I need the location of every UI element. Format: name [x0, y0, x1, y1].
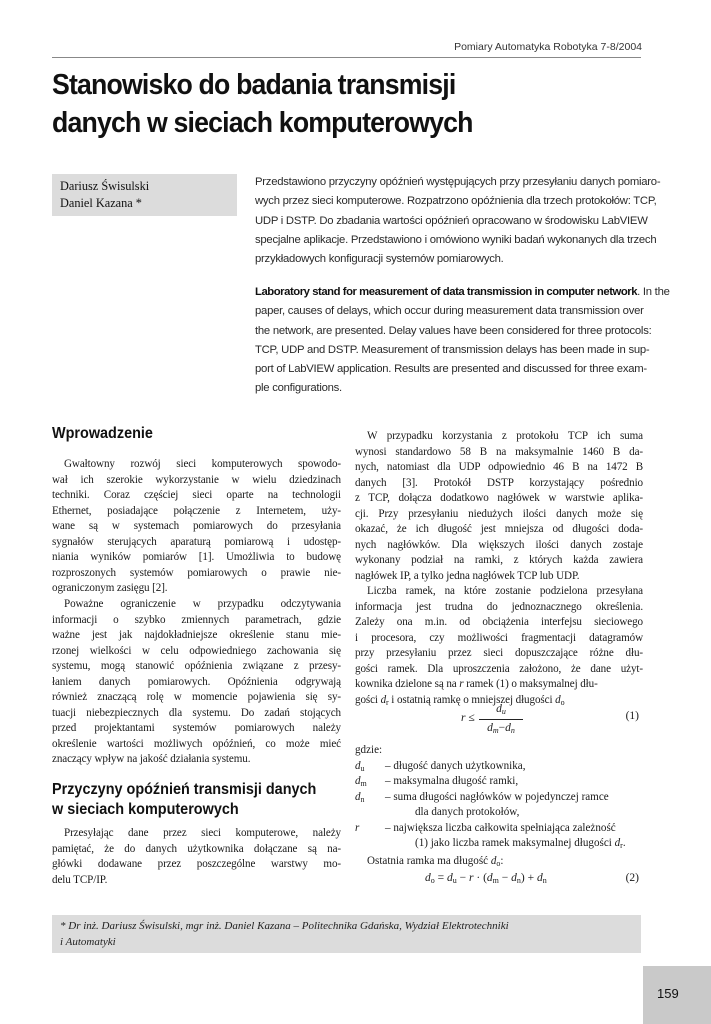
abstract-english	[255, 283, 670, 399]
text-fragment: Ostatnia ramka ma długość	[367, 854, 491, 867]
author-2: Daniel Kazana *	[60, 196, 142, 210]
subscript-o: o	[560, 697, 565, 707]
text-line: gości ramek. Dla uproszczenia założono, że dane użyt-	[355, 662, 643, 675]
abstract-en-line: TCP, UDP and DSTP. Measurement of transmission delays has been made in sup-	[255, 343, 650, 356]
abstract-en-first-line	[255, 283, 670, 302]
text-line: rzonej wielkości w celu odpowiedniego zachowania się	[52, 644, 341, 657]
subscript-r: r	[386, 697, 389, 707]
abstract-en-line: the network, are presented. Delay values have been considered for three protocols:	[255, 324, 652, 337]
abstract-pl-line: specjalne aplikacje. Przedstawiono i omówiono wyniki badań wykonanych dla trzech	[255, 233, 657, 246]
text-line: nych nagłówków. Dla większych ilości danych zostaje	[355, 538, 643, 551]
abstract-en-title: Laboratory stand for measurement of data transmission in computer network	[255, 286, 638, 298]
abstract-pl-line: wych przez sieci komputerowe. Rozpatrzono opóźnienia dla trzech protokołów: TCP,	[255, 195, 657, 208]
footnote-line: * Dr inż. Dariusz Świsulski, mgr inż. Daniel Kazana – Politechnika Gdańska, Wydział Elektrotechniki	[60, 920, 509, 932]
symbol-d: d	[555, 693, 561, 706]
text-line: wykonany podział na ramki, z których każda zawiera	[355, 554, 643, 566]
title-line-1: Stanowisko do badania transmisji	[52, 69, 456, 101]
formula-lhs: r ≤	[461, 712, 475, 724]
def-text-cont: (1) jako liczba ramek maksymalnej długości $d_r$.	[415, 837, 626, 850]
text-line: przy przesyłaniu przez sieci dopuszczające różne dłu-	[355, 647, 643, 659]
text-line: Zależy ona m.in. od obciążenia interfejsu sieciowego	[355, 616, 643, 628]
den-symbol: d	[505, 722, 511, 734]
text-line: wał ich szerokie wykorzystanie w wielu dziedzinach	[52, 473, 341, 486]
last-frame-sentence: Ostatnia ramka ma długość $d_o$:	[367, 854, 504, 868]
fraction-denominator	[479, 720, 523, 739]
text-fragment: i ostatnią ramkę o mniejszej długości	[388, 693, 556, 706]
definition-du	[355, 759, 643, 775]
symbol-d: d	[380, 693, 387, 706]
sym: d	[355, 759, 361, 772]
section-heading-intro: Wprowadzenie	[52, 425, 153, 442]
den-sub: m	[492, 726, 499, 735]
definition-dn	[355, 790, 643, 821]
text-fragment: kownika dzielone są na	[355, 678, 460, 690]
right-paragraph-2	[355, 584, 643, 710]
def-text: – suma długości nagłówków w pojedynczej ramce	[385, 790, 609, 803]
text-line: pamiętać, że do danych użytkownika dołączane są na-	[52, 842, 341, 855]
abstract-polish	[255, 173, 661, 269]
subscript-o: o	[496, 858, 501, 868]
text-line: okazać, że ich długość jest mniejsza od długości doda-	[355, 523, 643, 535]
formula-2-expression: $d_o = d_u - r \cdot (d_m - d_n) + d_n$	[425, 872, 547, 885]
abstract-pl-line: przykładowych konfiguracji systemów pomiarowych.	[255, 253, 504, 266]
formula-2	[355, 870, 643, 890]
definition-r	[355, 821, 643, 854]
sub: o	[430, 876, 435, 885]
sym-sub: u	[360, 763, 365, 773]
sym: d	[355, 775, 361, 787]
text-line: nagłówek IP, a tylko jedna nagłówek TCP lub UDP.	[355, 569, 580, 582]
definitions-list	[355, 743, 643, 871]
text-line: znaczący wpływ na jakość działania systemu.	[52, 753, 251, 765]
abstract-en-line: ple configurations.	[255, 382, 342, 395]
abstract-en-title-rest: . In the	[637, 286, 670, 298]
text-line: i procesora, czy możliwości fragmentacji datagramów	[355, 631, 643, 644]
header-rule	[52, 57, 641, 58]
text-line: techniki. Coraz częściej sieci oparte na technologii	[52, 489, 341, 501]
text-line: Poważne ograniczenie w przypadku odczytywania	[64, 598, 341, 610]
text-line: Gwałtowny rozwój sieci komputerowych spowodo-	[64, 458, 341, 470]
def-text: – długość danych użytkownika,	[385, 759, 526, 772]
num-symbol: d	[496, 703, 502, 715]
section-heading-delays	[52, 780, 316, 820]
def-symbol	[355, 790, 365, 808]
sym-sub: m	[360, 779, 367, 788]
text-line: ważne jest jak najdokładniejsze określenie stanu mie-	[52, 629, 341, 641]
fraction-numerator	[479, 702, 523, 720]
text-line: przed projektantami systemów pomiarowych należy	[52, 722, 341, 734]
delays-paragraph-1	[52, 826, 341, 888]
def-text-cont: dla danych protokołów,	[415, 806, 520, 818]
page-number: 159	[657, 986, 679, 1001]
heading-line: Przyczyny opóźnień transmisji danych	[52, 781, 317, 798]
text-fragment: ramek (1) o maksymalnej dłu-	[463, 678, 598, 690]
text-line: sygnałów sterujących aparaturą pomiarową i udostęp-	[52, 535, 341, 548]
abstract-en-line: port of LabVIEW application. Results are presented and discussed for three exam-	[255, 363, 647, 376]
text-line: W przypadku korzystania z protokołu TCP ich suma	[367, 430, 643, 442]
right-paragraph-1	[355, 429, 643, 584]
abstract-pl-line: Przedstawiono przyczyny opóźnień występujących przy przesyłaniu danych pomiaro-	[255, 176, 661, 188]
sym: d	[425, 872, 431, 884]
text-line: z TCP, dołącza dodatkowo nagłówek w warstwie aplika-	[355, 492, 643, 504]
def-text: – największa liczba całkowita spełniająca zależność	[385, 821, 616, 834]
abstract-en-line: paper, causes of delays, which occur during measurement data transmission over	[255, 305, 644, 318]
intro-paragraph-1	[52, 457, 341, 597]
text-line: systemu, mogą stanowić opóźnienia związane z przesy-	[52, 660, 341, 672]
text-line	[355, 677, 643, 693]
intro-paragraph-2	[52, 597, 341, 768]
text-line: główki dodawane przez poszczególne warstwy mo-	[52, 858, 341, 870]
formula-fraction	[479, 702, 523, 739]
text-line: informacji o szybko zmiennych parametrach, gdzie	[52, 613, 341, 626]
text-line: wane są w systemach pomiarowych do przesyłania	[52, 520, 341, 532]
text-line: nych, natomiast dla UDP odpowiednio 46 B na 1472 B	[355, 461, 643, 473]
affiliation-footnote	[52, 915, 641, 953]
definition-dm	[355, 774, 643, 790]
text-line: niania wyników pomiarów [1]. Umożliwia to budowę	[52, 551, 341, 563]
text-line: delu TCP/IP.	[52, 873, 108, 886]
text-line: cji. Przy przesyłaniu niedużych ilości danych może się	[355, 507, 643, 520]
text-line: również znaczącą rolę w momencie pojawienia się sy-	[52, 691, 341, 703]
def-symbol: r	[355, 821, 360, 834]
num-sub: u	[501, 707, 506, 716]
text-line: Ethernet, posiadające połączenie z Internetem, uży-	[52, 504, 341, 517]
text-fragment: gości	[355, 693, 381, 706]
journal-header: Pomiary Automatyka Robotyka 7-8/2004	[454, 41, 642, 53]
equation-number-2: (2)	[625, 872, 639, 884]
def-cont-fragment: (1) jako liczba ramek maksymalnej długości	[415, 837, 615, 849]
def-text: – maksymalna długość ramki,	[385, 775, 519, 787]
gdzie-label: gdzie:	[355, 744, 383, 756]
text-line: tuacji niebezpiecznych dla systemu. Do zadań stojących	[52, 706, 341, 719]
article-title	[52, 66, 604, 142]
authors-box	[52, 174, 237, 216]
text-line: ograniczonym zasięgu [2].	[52, 582, 168, 594]
formula-1	[355, 702, 643, 738]
footnote-line: i Automatyki	[60, 935, 116, 948]
subscript-r: r	[620, 841, 623, 850]
symbol-d: d	[614, 837, 621, 849]
text-line: rozproszonych systemów pomiarowych o prawie nie-	[52, 566, 341, 579]
text-line: Liczba ramek, na które zostanie podzielona przesyłana	[367, 585, 643, 597]
symbol-d: d	[490, 854, 497, 867]
text-line: informacja jest trudna do jednoznacznego określenia.	[355, 600, 643, 613]
text-line: łaniem danych pomiarowych. Opóźnienia odgrywają	[52, 675, 341, 688]
sym-sub: n	[360, 794, 365, 804]
den-sub: n	[510, 726, 515, 735]
text-line: danych [3]. Protokół DSTP korzystający pośrednio	[355, 476, 643, 489]
equation-number-1: (1)	[625, 710, 639, 722]
symbol-r: r	[459, 678, 464, 690]
heading-line: w sieciach komputerowych	[52, 801, 239, 818]
text-line: Przesyłając dane przez sieci komputerowe, należy	[64, 827, 341, 839]
title-line-2: danych w sieciach komputerowych	[52, 107, 473, 139]
den-minus: −	[498, 722, 506, 734]
abstract-pl-line: UDP i DSTP. Do zbadania wartości opóźnień opracowano w środowisku LabVIEW	[255, 214, 648, 227]
den-symbol: d	[487, 722, 493, 734]
sym: d	[355, 790, 361, 803]
text-line: określenie wartości możliwych opóźnień, co może mieć	[52, 737, 341, 750]
author-1: Dariusz Świsulski	[60, 179, 150, 193]
text-line: wynosi standardowo 58 B na maksymalnie 1460 B da-	[355, 445, 643, 458]
